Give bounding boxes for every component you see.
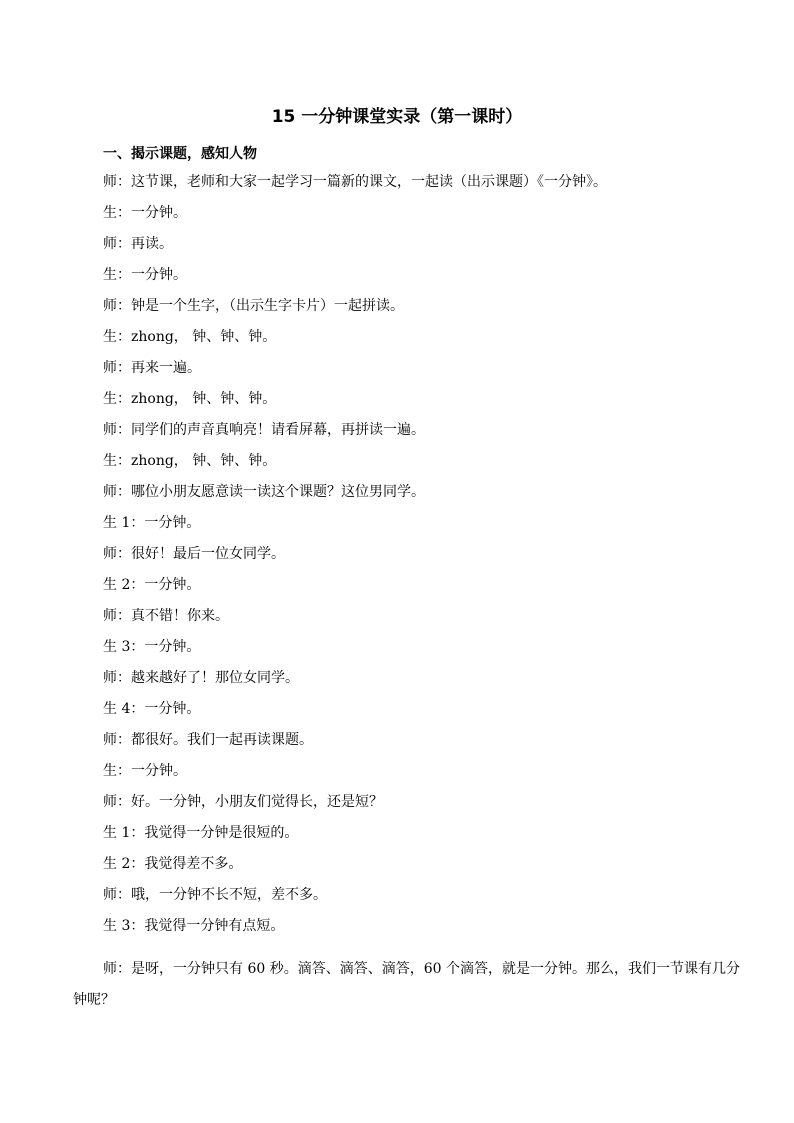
dialogue-line: 师：哪位小朋友愿意读一读这个课题？这位男同学。 xyxy=(103,484,425,500)
dialogue-line: 生：一分钟。 xyxy=(103,205,187,221)
dialogue-line: 生 2：我觉得差不多。 xyxy=(103,856,243,872)
final-paragraph: 师：是呀，一分钟只有 60 秒。滴答、滴答、滴答，60 个滴答，就是一分钟。那么，我们一节课有几分钟呢？ xyxy=(73,961,740,1008)
dialogue-line: 师：都很好。我们一起再读课题。 xyxy=(103,732,313,748)
dialogue-line: 生：zhong， 钟、钟、钟。 xyxy=(103,391,277,407)
dialogue-line: 生：zhong， 钟、钟、钟。 xyxy=(103,453,277,469)
dialogue-line: 师：越来越好了！那位女同学。 xyxy=(103,670,299,686)
dialogue-line: 师：好。一分钟，小朋友们觉得长，还是短？ xyxy=(103,794,383,810)
dialogue-line: 师：钟是一个生字，（出示生字卡片）一起拼读。 xyxy=(103,298,404,314)
dialogue-line: 师：很好！最后一位女同学。 xyxy=(103,546,285,562)
dialogue-line: 生 3：我觉得一分钟有点短。 xyxy=(103,918,285,934)
dialogue-line: 师：同学们的声音真响亮！请看屏幕，再拼读一遍。 xyxy=(103,422,425,438)
dialogue-line: 生：zhong， 钟、钟、钟。 xyxy=(103,329,277,345)
dialogue-line: 师：再来一遍。 xyxy=(103,360,201,376)
dialogue-line: 师：这节课，老师和大家一起学习一篇新的课文，一起读（出示课题）《一分钟》。 xyxy=(103,174,607,190)
dialogue-line: 生 4：一分钟。 xyxy=(103,701,201,717)
section-heading: 一、揭示课题，感知人物 xyxy=(103,146,257,162)
dialogue-line: 师：再读。 xyxy=(103,236,173,252)
page-title: 15 一分钟课堂实录（第一课时） xyxy=(271,107,523,127)
dialogue-line: 生 3：一分钟。 xyxy=(103,639,201,655)
dialogue-line: 生：一分钟。 xyxy=(103,763,187,779)
dialogue-line: 生 2：一分钟。 xyxy=(103,577,201,593)
dialogue-line: 生 1：我觉得一分钟是很短的。 xyxy=(103,825,299,841)
dialogue-line: 师：哦，一分钟不长不短，差不多。 xyxy=(103,887,327,903)
dialogue-line: 生 1：一分钟。 xyxy=(103,515,201,531)
dialogue-lines xyxy=(103,172,743,947)
dialogue-line: 生：一分钟。 xyxy=(103,267,187,283)
dialogue-line: 师：真不错！你来。 xyxy=(103,608,229,624)
